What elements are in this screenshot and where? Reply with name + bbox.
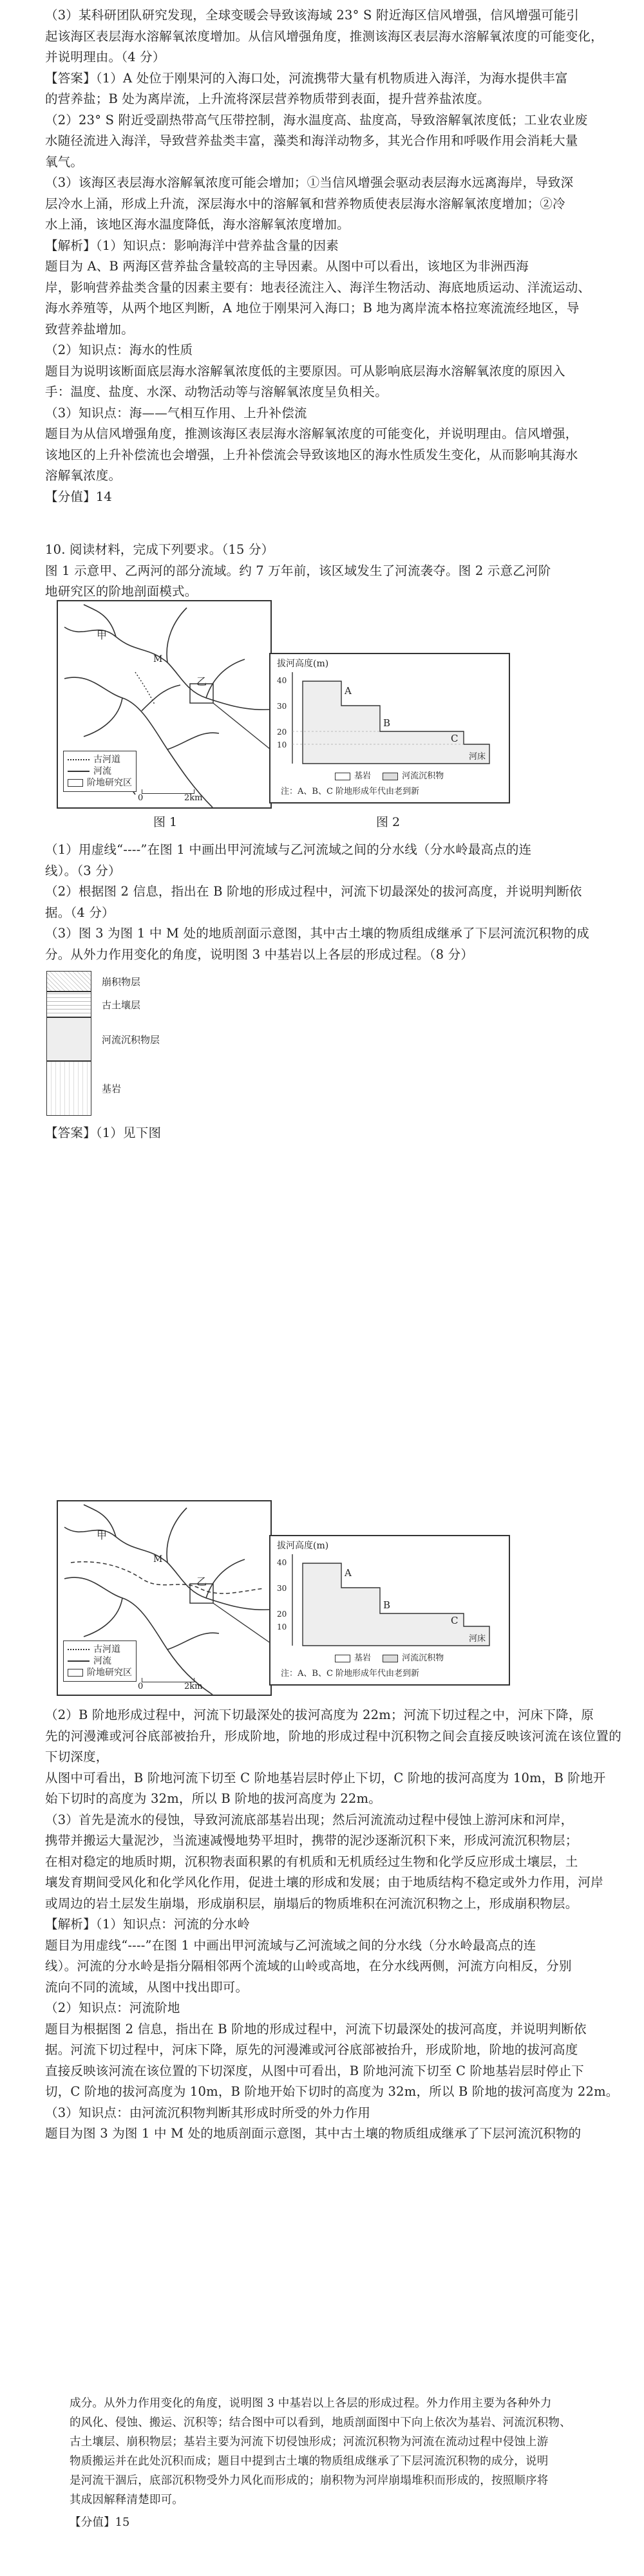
bedrock-swatch-icon — [335, 773, 350, 780]
text-line: 该地区的上升补偿流也会增强，上升补偿流会导致该地区的海水性质发生变化，从而影响其海水 — [45, 447, 578, 462]
terrace-b: B — [383, 1599, 391, 1611]
legend-bedrock: 基岩 — [354, 1653, 372, 1663]
text-line: （2）根据图 2 信息，指出在 B 阶地的形成过程中，河流下切最深处的拔河高度，并说明判断依 — [45, 884, 582, 899]
layer-label-paleosol: 古土壤层 — [102, 999, 141, 1011]
river-jia — [64, 627, 270, 710]
text-line: 海水养殖等，从两个地区判断，A 地位于刚果河入海口；B 地为离岸流本格拉寒流流经地区，导 — [45, 301, 580, 315]
text-line: 题目为说明该断面底层海水溶解氧浓度低的主要原因。可从影响底层海水溶解氧浓度的原因入 — [45, 363, 565, 379]
text-line: （3）知识点：海——气相互作用、上升补偿流 — [45, 405, 307, 420]
figure-1-legend — [63, 751, 137, 792]
figure-2-terrace-profile — [269, 653, 510, 804]
label-yi: 乙 — [196, 1575, 207, 1588]
text-line: 手：温度、盐度、水深、动物活动等与溶解氧浓度呈负相关。 — [45, 384, 388, 399]
text-line: （2）B 阶地形成过程中，河流下切最深处的拔河高度为 22m；河流下切过程之中，河床下降，原 — [45, 1707, 594, 1722]
text-line: 题目为从信风增强角度，推测该海区表层海水溶解氧浓度的可能变化，并说明理由。信风增强， — [45, 426, 578, 441]
river-jia — [64, 1527, 270, 1610]
bedrock-swatch-icon — [335, 1655, 350, 1662]
label-jia: 甲 — [97, 629, 108, 641]
legend-ancient-channel: 古河道 — [93, 1644, 120, 1655]
tributary — [84, 698, 122, 737]
figure-2-note: 注：A、B、C 阶地形成年代由老到新 — [281, 787, 420, 796]
label-yi: 乙 — [196, 675, 207, 688]
y-tick: 20 — [277, 1610, 287, 1619]
text-line: （2）23° S 附近受副热带高气压带控制，海水温度高、盐度高，导致溶解氧浓度低；工业农业废 — [45, 112, 588, 127]
text-line: （2）知识点：海水的性质 — [45, 343, 193, 357]
text-line: 其成因解释清楚即可。 — [70, 2494, 184, 2506]
question-10-subquestions — [45, 840, 621, 965]
layer-label-bedrock: 基岩 — [102, 1083, 122, 1095]
figure-2-note: 注：A、B、C 阶地形成年代由老到新 — [281, 1669, 420, 1678]
text-line: 【答案】（1）A 处位于刚果河的入海口处，河流携带大量有机物质进入海洋，为海水提供丰富 — [45, 70, 568, 86]
y-tick: 10 — [277, 740, 287, 749]
text-line: 古土壤层、崩积物层；基岩主要为河流下切侵蚀形成；河流沉积物为河流在流动过程中侵蚀上游 — [70, 2436, 549, 2449]
text-line: 水上涌，该地区海水温度降低，海水溶解氧浓度增加。 — [45, 217, 350, 232]
y-tick: 30 — [277, 1584, 287, 1593]
text-line: 层冷水上涌，形成上升流，深层海水中的溶解氧和营养物质使表层海水溶解氧浓度增加；②冷 — [45, 196, 565, 211]
text-line: 成分。从外力作用变化的角度，说明图 3 中基岩以上各层的形成过程。外力作用主要为各种外力 — [70, 2397, 552, 2410]
text-line: 或周边的岩土层发生崩塌，形成崩积层，崩塌后的物质堆积在河流沉积物之上，形成崩积物层。 — [45, 1895, 578, 1911]
text-line: 线）。河流的分水岭是指分隔相邻两个流域的山岭或高地，在分水线两侧，河流方向相反，分别 — [45, 1959, 572, 1973]
score-2: 【分值】15 — [70, 2516, 130, 2529]
tributary — [167, 608, 187, 663]
text-line: （3）该海区表层海水溶解氧浓度可能会增加；①当信风增强会驱动表层海水远离海岸，导致深 — [45, 175, 574, 190]
legend-river: 河流 — [93, 1656, 111, 1666]
label-m: M — [153, 654, 163, 664]
legend-dotted-icon — [68, 1649, 90, 1650]
answer-explanation-block — [45, 1705, 621, 2145]
legend-bedrock: 基岩 — [354, 771, 372, 781]
text-line: 物质搬运并在此处沉积而成；题目中提到古土壤的物质组成继承了下层河流沉积物的成分，说明 — [70, 2455, 549, 2468]
legend-sediment: 河流沉积物 — [402, 1653, 444, 1663]
figure-1-map — [57, 600, 272, 809]
tributary — [206, 659, 245, 698]
text-line: 地研究区的阶地剖面模式。 — [45, 584, 198, 599]
divide-line — [71, 1562, 264, 1594]
y-tick: 40 — [277, 1558, 287, 1567]
text-line: 的风化、侵蚀、搬运、沉积等；结合图中可以看到，地质剖面图中下向上依次为基岩、河流沉积物、 — [70, 2416, 571, 2429]
text-line: 题目为用虚线“----”在图 1 中画出甲河流域与乙河流域之间的分水线（分水岭最高点的连 — [45, 1937, 536, 1953]
label-jia: 甲 — [97, 1529, 108, 1541]
answer-figure-1-legend — [63, 1641, 137, 1682]
figure-2-legend — [335, 769, 444, 781]
text-line: （3）首先是流水的侵蚀，导致河流底部基岩出现；然后河流流动过程中侵蚀上游河床和河岸， — [45, 1812, 574, 1827]
text-line: 携带并搬运大量泥沙，当流速减慢地势平坦时，携带的泥沙逐渐沉积下来，形成河流沉积物层； — [45, 1833, 578, 1848]
text-line: 流向不同的流域，从图中找出即可。 — [45, 1979, 249, 1995]
text-line: 直接反映该河流在该位置的下切深度，从图中可看出，B 阶地河流下切至 C 阶地基岩层时停止下 — [45, 2063, 584, 2078]
terrace-c: C — [451, 1615, 459, 1626]
text-line: 题目为 A、B 两海区营养盐含量较高的主导因素。从图中可以看出，该地区为非洲西海 — [45, 259, 529, 274]
paleosol-layer — [46, 992, 91, 1017]
text-line: 分。从外力作用变化的角度，说明图 3 中基岩以上各层的形成过程。（8 分） — [45, 946, 474, 962]
fluvial-layer — [46, 1017, 91, 1061]
legend-line-icon — [68, 771, 90, 772]
text-line: 岸，影响营养盐类含量的因素主要有：地表径流注入、海洋生物活动、海底地质运动、洋流运动、 — [45, 279, 591, 295]
text-line: 从图中可看出，B 阶地河流下切至 C 阶地基岩层时停止下切，C 阶地的拔河高度为 10m，B 阶地开 — [45, 1770, 606, 1785]
text-line: 线）。（3 分） — [45, 863, 121, 878]
answer-figure-1-map — [57, 1500, 272, 1696]
tributary — [167, 1633, 219, 1650]
y-tick: 10 — [277, 1622, 287, 1631]
text-line: 并说明理由。（4 分） — [45, 50, 166, 64]
text-line: 在相对稳定的地质时期，沉积物表面积累的有机质和无机质经过生物和化学反应形成土壤层，土 — [45, 1854, 578, 1869]
bedrock-layer — [46, 1061, 91, 1116]
terrace-b: B — [383, 717, 391, 729]
figure-1-caption: 图 1 — [153, 815, 178, 829]
scale-dist: 2km — [184, 793, 203, 803]
text-line: 是河流干涸后，底部沉积物受外力风化而形成的；崩积物为河岸崩塌堆积而形成的，按照顺序将 — [70, 2474, 549, 2487]
text-line: 始下切时的高度为 32m，所以 B 阶地的拔河高度为 22m。 — [45, 1791, 381, 1806]
text-line: 【解析】（1）知识点：河流的分水岭 — [45, 1917, 251, 1932]
ancient-channel — [135, 672, 155, 704]
riverbed-label: 河床 — [469, 752, 486, 762]
collapse-layer — [46, 971, 91, 992]
figure-3-geologic-section — [46, 971, 233, 1116]
legend-dotted-icon — [68, 759, 90, 760]
text-line: 水随径流进入海洋，导致营养盐类丰富，藻类和海洋动物多，其光合作用和呼吸作用会消耗大量 — [45, 133, 578, 148]
legend-box-icon — [68, 1669, 83, 1677]
text-line: 据。（4 分） — [45, 905, 115, 920]
text-line: 溶解氧浓度。 — [45, 468, 122, 483]
text-line: （2）知识点：河流阶地 — [45, 2000, 180, 2015]
text-line: （1）用虚线“----”在图 1 中画出甲河流域与乙河流域之间的分水线（分水岭最高点的连 — [45, 842, 532, 857]
text-line: 切，C 阶地的拔河高度为 10m，B 阶地开始下切时的高度为 32m，所以 B 阶地的拔河高度为 22m。 — [45, 2084, 619, 2099]
terrace-c: C — [451, 733, 459, 744]
scale-zero: 0 — [138, 1682, 144, 1691]
terrace-a: A — [345, 1567, 352, 1579]
scale-zero: 0 — [138, 793, 144, 803]
sediment-swatch-icon — [383, 773, 398, 780]
y-tick: 30 — [277, 702, 287, 711]
text-line: 的营养盐；B 处为离岸流，上升流将深层营养物质带到表面，提升营养盐浓度。 — [45, 91, 490, 106]
legend-box-icon — [68, 779, 83, 787]
answer-figure-2-legend — [335, 1651, 444, 1663]
text-line: 题目为图 3 为图 1 中 M 处的地质剖面示意图，其中古土壤的物质组成继承了下层河流沉积物的 — [45, 2126, 582, 2141]
text-line: 10. 阅读材料，完成下列要求。（15 分） — [45, 542, 274, 557]
y-tick: 20 — [277, 728, 287, 737]
terrace-a: A — [345, 685, 352, 697]
legend-study-area: 阶地研究区 — [87, 778, 132, 788]
tributary — [142, 685, 180, 711]
legend-study-area: 阶地研究区 — [87, 1668, 132, 1678]
scale-dist: 2km — [184, 1682, 203, 1691]
text-line: 题目为根据图 2 信息，指出在 B 阶地的形成过程中，河流下切最深处的拔河高度，并说明判断依 — [45, 2021, 587, 2036]
figure-2-caption: 图 2 — [376, 815, 401, 829]
answer-figure-2-terrace-profile — [269, 1535, 510, 1686]
layer-label-collapse: 崩积物层 — [102, 976, 141, 988]
text-line: 先的河漫滩或河谷底部被抬升，形成阶地，阶地的形成过程中沉积物之间会直接反映该河流在该位置的下切深度， — [45, 1728, 621, 1764]
text-line: （3）知识点：由河流沉积物判断其形成时所受的外力作用 — [45, 2105, 371, 2120]
text-line: 起该海区表层海水溶解氧浓度增加。从信风增强角度，推测该海区表层海水溶解氧浓度的可能变化， — [45, 28, 603, 44]
text-line: 氧气。 — [45, 154, 84, 169]
riverbed-label: 河床 — [469, 1634, 486, 1644]
legend-river: 河流 — [93, 766, 111, 776]
terrace-block — [303, 1563, 489, 1646]
question-10-stem — [45, 540, 621, 603]
text-line: 壤发育期间受风化和化学风化作用，促进土壤的形成和发展；由于地质结构不稳定或外力作用，河岸 — [45, 1875, 603, 1890]
sediment-swatch-icon — [383, 1655, 398, 1662]
legend-ancient-channel: 古河道 — [93, 755, 120, 765]
label-m: M — [153, 1554, 163, 1565]
layer-label-fluvial: 河流沉积物层 — [102, 1034, 160, 1046]
text-line: （3）图 3 为图 1 中 M 处的地质剖面示意图，其中古土壤的物质组成继承了下层河流沉积物的成 — [45, 926, 589, 941]
y-axis-label: 拔河高度(m) — [277, 659, 329, 669]
y-axis-label: 拔河高度(m) — [277, 1541, 329, 1551]
terrace-block — [303, 681, 489, 764]
tributary — [167, 1508, 187, 1563]
y-tick: 40 — [277, 676, 287, 685]
tributary — [167, 733, 219, 749]
text-line: 【解析】（1）知识点：影响海洋中营养盐含量的因素 — [45, 238, 339, 253]
question-9-answer-block — [45, 5, 621, 507]
leader-line — [213, 1603, 270, 1643]
text-line: 图 1 示意甲、乙两河的部分流域。约 7 万年前，该区域发生了河流袭夺。图 2 示意乙河阶 — [45, 563, 551, 578]
tributary — [84, 1598, 122, 1637]
text-line: 致营养盐增加。 — [45, 321, 134, 337]
text-line: （3）某科研团队研究发现，全球变暖会导致该海域 23° S 附近海区信风增强，信风增强可能引 — [45, 8, 580, 23]
legend-sediment: 河流沉积物 — [402, 771, 444, 781]
explanation-continuation — [70, 2394, 598, 2510]
legend-line-icon — [68, 1660, 90, 1662]
text-line: 【分值】14 — [45, 489, 113, 504]
answer-intro: 【答案】（1）见下图 — [45, 1125, 162, 1140]
text-line: 据。河流下切过程中，河床下降，原先的河漫滩或河谷底部被抬升，形成阶地，阶地的拔河高度 — [45, 2042, 578, 2057]
